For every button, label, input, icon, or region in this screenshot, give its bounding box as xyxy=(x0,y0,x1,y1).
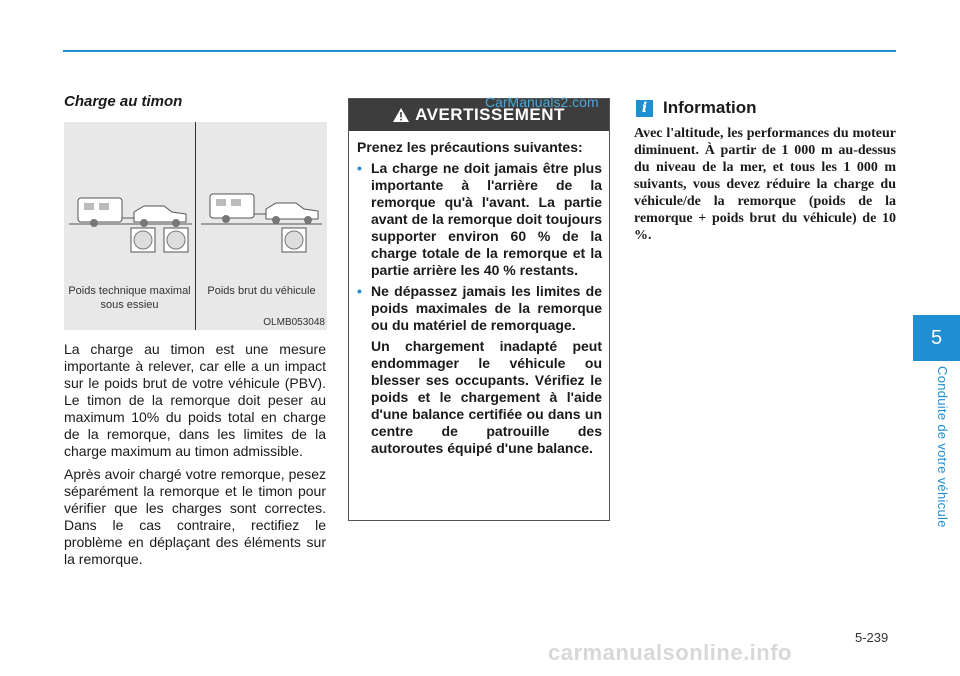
warning-item xyxy=(357,283,602,457)
info-heading xyxy=(636,98,757,118)
warning-box xyxy=(348,98,610,521)
warning-item-text: La charge ne doit jamais être plus importante à l'arrière de la remorque qu'à l'avant. La partie avant de la remorque doit toujours supporter environ 60 % de la charge totale de la remorque et la partie arrière les 40 % restants. xyxy=(371,160,602,278)
warning-item xyxy=(357,160,602,279)
bullet-icon: • xyxy=(357,283,362,299)
warning-item-text: Ne dépassez jamais les limites de poids maximales de la remorque ou du matériel de remorquage. xyxy=(371,283,602,333)
page-number: 5-239 xyxy=(855,630,889,645)
chapter-label: Conduite de votre véhicule xyxy=(935,366,950,528)
info-icon: i xyxy=(636,100,653,117)
figure-label-axle: Poids technique maximal sous essieu xyxy=(68,285,191,311)
warning-body xyxy=(357,139,602,461)
body-text xyxy=(64,341,326,574)
info-title: Information xyxy=(663,98,757,117)
warning-icon xyxy=(393,108,409,122)
figure-divider xyxy=(195,122,196,330)
figure-code: OLMB053048 xyxy=(263,317,325,328)
info-text: Avec l'altitude, les performances du moteur diminuent. À partir de 1 000 m au-dessus du niveau de la mer, et tous les 1 000 m suivants, vous devez réduire la charge du véhicule/de la remorque (poids de la remorque + poids brut du véhicule) de 10 %. xyxy=(634,126,896,243)
chapter-number: 5 xyxy=(930,326,943,349)
top-rule xyxy=(63,50,896,52)
chapter-tab[interactable] xyxy=(913,315,960,361)
paragraph: La charge au timon est une mesure importante à relever, car elle a un impact sur le poids brut de votre véhicule (PBV). Le timon de la remorque doit peser au maximum 10% du poids total en charge de la remorque, dans les limites de la charge maximum au timon admissible. xyxy=(64,341,326,459)
figure-label-gross: Poids brut du véhicule xyxy=(207,285,316,297)
warning-intro: Prenez les précautions suivantes: xyxy=(357,139,583,155)
watermark-bottom[interactable]: carmanualsonline.info xyxy=(548,640,792,665)
warning-item-extra: Un chargement inadapté peut endommager le véhicule ou blesser ses occupants. Vérifiez le poids et le chargement à l'aide d'une balance certifiée ou dans un centre de patrouille des autoroutes équipé d'une balance. xyxy=(371,338,602,456)
warning-title: AVERTISSEMENT xyxy=(415,105,565,124)
right-trailer-icon xyxy=(201,194,322,252)
tongue-weight-figure xyxy=(64,122,327,330)
watermark-top[interactable]: CarManuals2.com xyxy=(485,94,599,110)
section-title: Charge au timon xyxy=(64,93,183,110)
bullet-icon: • xyxy=(357,160,362,176)
paragraph: Après avoir chargé votre remorque, pesez séparément la remorque et le timon pour vérifier que les charges sont correctes. Dans le cas contraire, rectifiez le problème en déplaçant des éléments sur la remorque. xyxy=(64,466,326,567)
left-trailer-icon xyxy=(69,198,192,252)
